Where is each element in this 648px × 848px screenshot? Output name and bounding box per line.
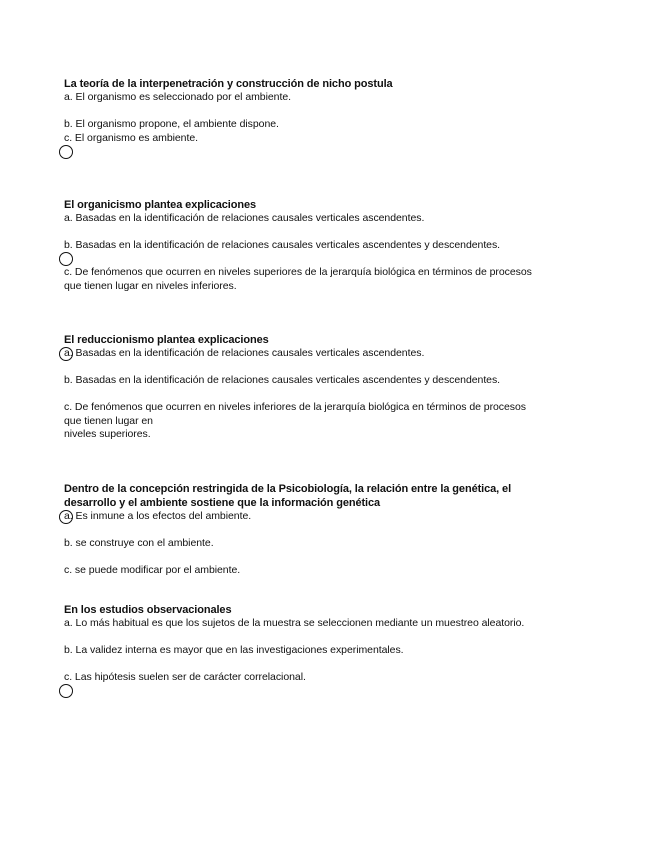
option-b: b. El organismo propone, el ambiente dispone. [64,118,279,130]
option-c-line-3: niveles superiores. [64,428,151,440]
question-title: En los estudios observacionales [64,604,232,616]
question-1 [64,77,393,145]
question-title: El reduccionismo plantea explicaciones [64,334,269,346]
question-4 [64,482,511,578]
option-b: b. Basadas en la identificación de relaciones causales verticales ascendentes y descendentes. [64,239,501,251]
option-a: a. Lo más habitual es que los sujetos de la muestra se seleccionen mediante un muestreo aleatorio. [64,617,525,629]
option-a: a. Basadas en la identificación de relaciones causales verticales ascendentes. [64,347,425,359]
question-title: La teoría de la interpenetración y construcción de nicho postula [64,78,393,90]
question-title-line-1: Dentro de la concepción restringida de la Psicobiología, la relación entre la genética, el [64,483,512,495]
option-b: b. Basadas en la identificación de relaciones causales verticales ascendentes y descendentes. [64,374,501,386]
answer-circle-mark [59,684,73,698]
question-2 [64,198,532,293]
option-b: b. se construye con el ambiente. [64,537,214,549]
option-a: a. El organismo es seleccionado por el ambiente. [64,91,291,103]
option-c: c. Las hipótesis suelen ser de carácter correlacional. [64,671,306,683]
question-title [64,482,511,510]
option-c-line-2: que tienen lugar en niveles inferiores. [64,279,237,292]
answer-circle-mark [59,252,73,266]
option-c [64,401,526,442]
option-c: c. El organismo es ambiente. [64,131,198,144]
question-5 [64,603,524,685]
option-c [64,266,532,293]
option-c-line-2: que tienen lugar en [64,414,153,427]
answer-circle-mark [59,145,73,159]
question-title: El organicismo plantea explicaciones [64,199,257,211]
option-c-line-1: c. De fenómenos que ocurren en niveles superiores de la jerarquía biológica en términos de procesos [64,266,532,278]
option-c-line-1: c. De fenómenos que ocurren en niveles inferiores de la jerarquía biológica en términos de procesos [64,401,526,413]
question-3 [64,333,526,442]
option-b: b. La validez interna es mayor que en las investigaciones experimentales. [64,644,404,656]
question-title-line-2: desarrollo y el ambiente sostiene que la información genética [64,497,381,509]
option-c: c. se puede modificar por el ambiente. [64,564,241,576]
option-a: a. Basadas en la identificación de relaciones causales verticales ascendentes. [64,212,425,224]
option-a: a. Es inmune a los efectos del ambiente. [64,510,252,522]
